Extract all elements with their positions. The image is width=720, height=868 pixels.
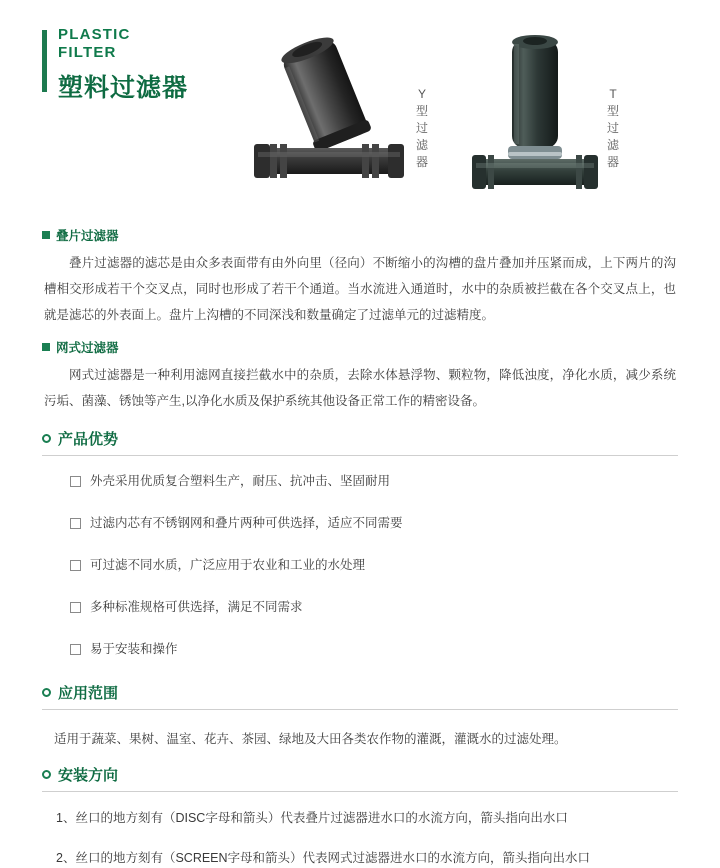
application-text: 适用于蔬菜、果树、温室、花卉、茶园、绿地及大田各类农作物的灌溉，灌溉水的过滤处理。 (54, 732, 567, 746)
intro-heading-screen (42, 338, 690, 356)
list-item (70, 472, 678, 491)
list-item-text: 外壳采用优质复合塑料生产，耐压、抗冲击、坚固耐用 (90, 474, 391, 488)
intro-heading-disc-text: 叠片过滤器 (56, 229, 119, 243)
ring-bullet-icon (42, 434, 51, 443)
t-type-filter-image (470, 28, 600, 198)
section-application (42, 682, 678, 750)
intro-paragraph-screen: 网式过滤器是一种利用滤网直接拦截水中的杂质，去除水体悬浮物、颗粒物，降低浊度，净化水质，减少系统污垢、菌藻、锈蚀等产生,以净化水质及保护系统其他设备正常工作的精密设备。 (44, 368, 676, 408)
list-item-text: 可过滤不同水质，广泛应用于农业和工业的水处理 (90, 558, 366, 572)
section-advantages-header (42, 428, 678, 456)
hero-title-cn: 塑料过滤器 (58, 74, 189, 102)
section-application-title: 应用范围 (58, 685, 119, 702)
accent-bar (42, 30, 47, 92)
list-item: 2、丝口的地方刻有（SCREEN字母和箭头）代表网式过滤器进水口的水流方向，箭头指向出水口 (56, 851, 591, 865)
installation-list (42, 808, 678, 868)
product-images (230, 8, 710, 198)
section-installation-title: 安装方向 (58, 767, 119, 784)
section-advantages-title: 产品优势 (58, 431, 119, 448)
ring-bullet-icon (42, 770, 51, 779)
intro-paragraph-disc: 叠片过滤器的滤芯是由众多表面带有由外向里（径向）不断缩小的沟槽的盘片叠加并压紧而成，上下两片的沟槽相交形成若干个交叉点，同时也形成了若干个通道。当水流进入通道时，水中的杂质被拦截在各个交叉点上，也就是滤芯的外表面上。盘片上沟槽的不同深浅和数量确定了过滤单元的过滤精度。 (44, 256, 676, 322)
advantages-list (42, 472, 678, 659)
checkbox-icon (70, 518, 81, 529)
square-bullet-icon (42, 231, 50, 239)
list-item: 1、丝口的地方刻有（DISC字母和箭头）代表叠片过滤器进水口的水流方向，箭头指向出水口 (56, 811, 568, 825)
y-type-filter-image (250, 36, 410, 196)
list-item-text: 过滤内芯有不锈钢网和叠片两种可供选择，适应不同需要 (90, 516, 403, 530)
checkbox-icon (70, 560, 81, 571)
page-content (0, 226, 720, 868)
hero-title (42, 26, 188, 104)
list-item-text: 多种标准规格可供选择，满足不同需求 (90, 600, 303, 614)
checkbox-icon (70, 476, 81, 487)
section-installation-header (42, 764, 678, 792)
section-installation (42, 764, 678, 868)
list-item (70, 640, 678, 659)
hero-title-en-line2: FILTER (58, 44, 117, 61)
intro-heading-screen-text: 网式过滤器 (56, 341, 119, 355)
hero-banner (0, 0, 720, 218)
list-item (70, 556, 678, 575)
square-bullet-icon (42, 343, 50, 351)
list-item-text: 易于安装和操作 (90, 642, 178, 656)
t-type-filter-label: T型过滤器 (606, 87, 619, 169)
list-item (70, 598, 678, 617)
checkbox-icon (70, 602, 81, 613)
y-type-filter-label: Y型过滤器 (415, 87, 428, 169)
checkbox-icon (70, 644, 81, 655)
list-item (70, 514, 678, 533)
section-application-header (42, 682, 678, 710)
intro-heading-disc (42, 226, 690, 244)
ring-bullet-icon (42, 688, 51, 697)
section-advantages (42, 428, 678, 659)
hero-title-en-line1: PLASTIC (58, 26, 131, 43)
